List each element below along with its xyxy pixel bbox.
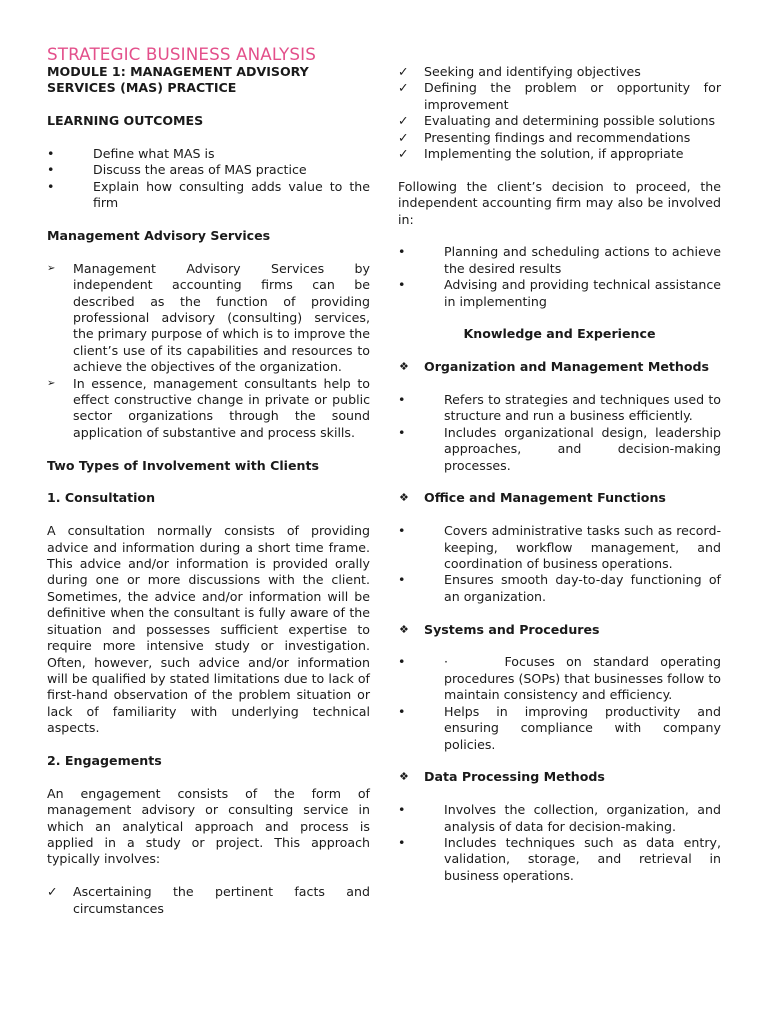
diamond-bullet-icon: ❖ (399, 770, 409, 784)
list-item: • Covers administrative tasks such as record-keeping, workflow management, and coordination of business operations. (398, 523, 721, 572)
checkmark-icon: ✓ (398, 129, 409, 145)
section-heading-office-functions: ❖ Office and Management Functions (399, 490, 666, 506)
section-heading-data-processing: ❖ Data Processing Methods (399, 769, 605, 785)
mas-heading: Management Advisory Services (47, 228, 271, 244)
dot-bullet-icon: • (398, 392, 406, 408)
left-column (47, 44, 370, 917)
learning-outcomes-list (47, 146, 370, 212)
dot-bullet-icon: • (398, 802, 406, 818)
arrow-bullet-icon: ➢ (47, 262, 56, 274)
engagements-paragraph: An engagement consists of the form of management advisory or consulting service in which an analytical approach and process is applied in a study or project. This approach typically involves: (47, 785, 370, 867)
list-item: • Includes techniques such as data entry, validation, storage, and retrieval in business operations. (398, 834, 721, 883)
list-item: • Planning and scheduling actions to achieve the desired results (398, 244, 721, 276)
list-item: • Includes organizational design, leadership approaches, and decision-making processes. (398, 424, 721, 473)
dot-bullet-icon: • (47, 146, 55, 161)
dot-bullet-icon: • (398, 834, 406, 850)
checkmark-icon: ✓ (47, 884, 58, 900)
learning-outcomes-heading: LEARNING OUTCOMES (47, 113, 204, 129)
list-item: ✓ Presenting findings and recommendations (398, 129, 691, 145)
approach-list-left (47, 884, 370, 917)
list-item: ✓ Defining the problem or opportunity for improvement (398, 80, 721, 112)
checkmark-icon: ✓ (398, 146, 409, 162)
following-list (398, 244, 721, 310)
list-item: ✓ Seeking and identifying objectives (398, 64, 641, 79)
systems-procedures-list (398, 654, 726, 752)
following-paragraph: Following the client’s decision to proceed, the independent accounting firm may also be involved in: (398, 178, 721, 227)
dot-bullet-icon: • (398, 244, 406, 260)
list-item: ➢ In essence, management consultants help to effect constructive change in private or public sector organizations through the sound application of substantive and process skills. (47, 375, 370, 440)
dot-bullet-icon: • (47, 162, 55, 178)
org-methods-list (398, 392, 721, 474)
engagements-heading: 2. Engagements (47, 752, 162, 768)
right-column (398, 64, 726, 884)
list-item: • Helps in improving productivity and ensuring compliance with company policies. (398, 703, 721, 752)
list-item: • Advising and providing technical assistance in implementing (398, 277, 721, 309)
section-heading-systems-procedures: ❖ Systems and Procedures (399, 621, 600, 637)
list-item: • Define what MAS is (47, 146, 215, 161)
checkmark-icon: ✓ (398, 80, 409, 96)
arrow-bullet-icon: ➢ (47, 377, 56, 389)
list-item: • Explain how consulting adds value to the firm (47, 178, 370, 211)
checkmark-icon: ✓ (398, 64, 409, 79)
dot-bullet-icon: • (398, 523, 406, 539)
knowledge-heading: Knowledge and Experience (463, 326, 656, 342)
diamond-bullet-icon: ❖ (399, 622, 409, 636)
consultation-paragraph: A consultation normally consists of providing advice and information during a short time frame. This advice and/or information is provided orally during one or more discussions with the client. Sometimes, the advice and/or information will be definitive when the consultant is fully aware of the situation and possesses sufficient expertise to require more intensive study or investigation. Often, however, such advice and/or information will be qualified by stated limitations due to lack of first-hand observation of the problem situation or lack of familiarity with underlying technical aspects. (47, 523, 370, 736)
office-functions-list (398, 523, 721, 605)
dot-bullet-icon: • (398, 277, 406, 293)
consultation-heading: 1. Consultation (47, 490, 156, 506)
list-item: • Refers to strategies and techniques used to structure and run a business efficiently. (398, 392, 721, 424)
list-item: • · Focuses on standard operating procedures (SOPs) that businesses follow to maintain consistency and efficiency. (398, 654, 726, 703)
dot-bullet-icon: • (398, 703, 406, 719)
approach-list-right (398, 64, 721, 162)
diamond-bullet-icon: ❖ (399, 360, 409, 374)
list-item: • Involves the collection, organization, and analysis of data for decision-making. (398, 802, 721, 834)
dot-bullet-icon: • (398, 424, 406, 440)
mas-list (47, 261, 370, 441)
list-item: ✓ Implementing the solution, if appropriate (398, 146, 684, 162)
list-item: ➢ Management Advisory Services by independent accounting firms can be described as the function of providing professional advisory (consulting) services, the primary purpose of which is to improve the client’s use of its capabilities and resources to achieve the objectives of the organization. (47, 260, 370, 375)
data-processing-list (398, 802, 721, 884)
list-item: • Discuss the areas of MAS practice (47, 162, 307, 178)
module-heading: MODULE 1: MANAGEMENT ADVISORY SERVICES (MAS) PRACTICE (47, 64, 309, 96)
dot-bullet-icon: • (398, 572, 406, 588)
document-title: STRATEGIC BUSINESS ANALYSIS (47, 44, 316, 64)
list-item: ✓ Ascertaining the pertinent facts and circumstances (47, 884, 370, 916)
checkmark-icon: ✓ (398, 113, 409, 129)
dot-bullet-icon: • (398, 654, 406, 670)
diamond-bullet-icon: ❖ (399, 491, 409, 505)
list-item: ✓ Evaluating and determining possible solutions (398, 113, 716, 129)
dot-bullet-icon: • (47, 178, 55, 194)
section-heading-org-methods: ❖ Organization and Management Methods (399, 359, 710, 375)
list-item: • Ensures smooth day-to-day functioning of an organization. (398, 572, 721, 604)
involvement-heading: Two Types of Involvement with Clients (47, 457, 319, 473)
